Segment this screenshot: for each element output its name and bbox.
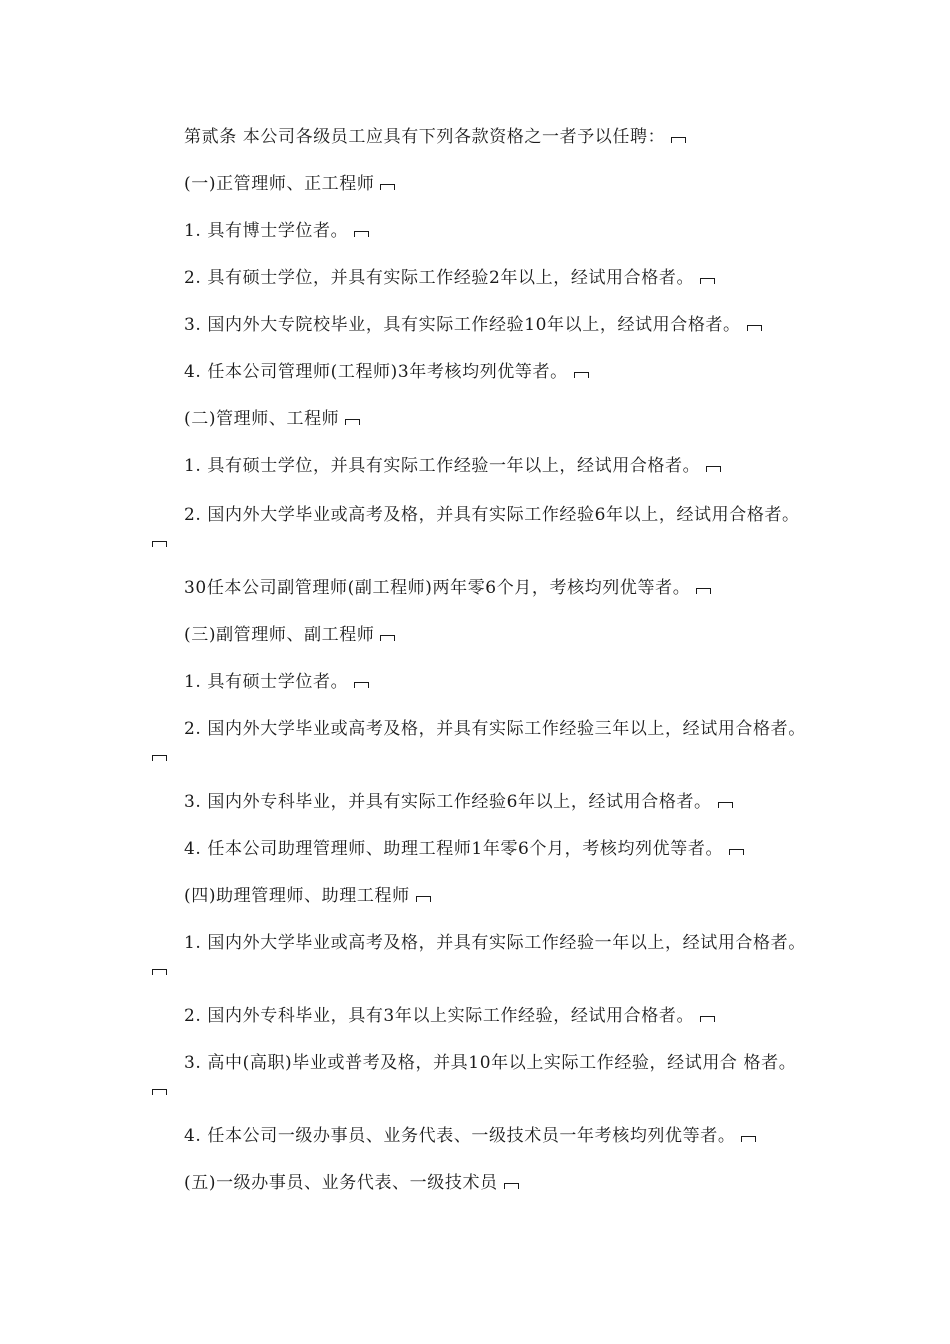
paragraph-text: 第贰条 本公司各级员工应具有下列各款资格之一者予以任聘： bbox=[184, 127, 666, 147]
article-heading bbox=[146, 124, 806, 150]
list-item bbox=[146, 218, 806, 244]
paragraph-mark-icon bbox=[354, 682, 369, 688]
paragraph-mark-icon bbox=[380, 635, 395, 641]
section-heading bbox=[146, 171, 806, 197]
paragraph-text: (二)管理师、工程师 bbox=[184, 409, 340, 429]
paragraph-text: 1. 具有硕士学位者。 bbox=[184, 672, 349, 692]
paragraph-text: 4. 任本公司管理师(工程师)3年考核均列优等者。 bbox=[184, 362, 568, 382]
paragraph-text: (五)一级办事员、业务代表、一级技术员 bbox=[184, 1173, 498, 1193]
paragraph-mark-icon bbox=[700, 1016, 715, 1022]
paragraph-mark-icon bbox=[729, 849, 744, 855]
paragraph-text: 2. 具有硕士学位，并具有实际工作经验2年以上，经试用合格者。 bbox=[184, 268, 695, 288]
paragraph-text: 2. 国内外大学毕业或高考及格，并具有实际工作经验6年以上，经试用合格者。 bbox=[184, 505, 800, 525]
paragraph-text: 2. 国内外专科毕业，具有3年以上实际工作经验，经试用合格者。 bbox=[184, 1006, 695, 1026]
paragraph-text: (三)副管理师、副工程师 bbox=[184, 625, 375, 645]
paragraph-text: 3. 国内外大专院校毕业，具有实际工作经验10年以上，经试用合格者。 bbox=[184, 315, 741, 335]
paragraph-mark-icon bbox=[416, 896, 431, 902]
paragraph-mark-icon bbox=[345, 419, 360, 425]
list-item bbox=[146, 1050, 806, 1102]
list-item bbox=[146, 1123, 806, 1149]
list-item bbox=[146, 575, 806, 601]
list-item bbox=[146, 312, 806, 338]
list-item bbox=[146, 930, 806, 982]
paragraph-mark-icon bbox=[747, 325, 762, 331]
paragraph-text: (一)正管理师、正工程师 bbox=[184, 174, 375, 194]
list-item bbox=[146, 359, 806, 385]
paragraph-mark-icon bbox=[152, 755, 167, 761]
paragraph-mark-icon bbox=[671, 137, 686, 143]
paragraph-mark-icon bbox=[706, 466, 721, 472]
paragraph-mark-icon bbox=[700, 278, 715, 284]
list-item bbox=[146, 669, 806, 695]
paragraph-text: 2. 国内外大学毕业或高考及格，并具有实际工作经验三年以上，经试用合格者。 bbox=[184, 719, 806, 739]
paragraph-text: 1. 具有硕士学位，并具有实际工作经验一年以上，经试用合格者。 bbox=[184, 456, 701, 476]
paragraph-mark-icon bbox=[741, 1136, 756, 1142]
paragraph-text: (四)助理管理师、助理工程师 bbox=[184, 886, 410, 906]
paragraph-mark-icon bbox=[354, 231, 369, 237]
section-heading bbox=[146, 622, 806, 648]
paragraph-text: 4. 任本公司一级办事员、业务代表、一级技术员一年考核均列优等者。 bbox=[184, 1126, 736, 1146]
paragraph-mark-icon bbox=[152, 969, 167, 975]
paragraph-text: 1. 国内外大学毕业或高考及格，并具有实际工作经验一年以上，经试用合格者。 bbox=[184, 933, 806, 953]
list-item bbox=[146, 836, 806, 862]
section-heading bbox=[146, 1170, 806, 1196]
list-item bbox=[146, 502, 806, 554]
list-item bbox=[146, 716, 806, 768]
list-item bbox=[146, 1003, 806, 1029]
paragraph-text: 1. 具有博士学位者。 bbox=[184, 221, 349, 241]
paragraph-mark-icon bbox=[152, 1089, 167, 1095]
paragraph-text: 4. 任本公司助理管理师、助理工程师1年零6个月，考核均列优等者。 bbox=[184, 839, 724, 859]
paragraph-mark-icon bbox=[696, 588, 711, 594]
paragraph-mark-icon bbox=[574, 372, 589, 378]
paragraph-mark-icon bbox=[152, 541, 167, 547]
list-item bbox=[146, 265, 806, 291]
list-item bbox=[146, 789, 806, 815]
section-heading bbox=[146, 883, 806, 909]
paragraph-mark-icon bbox=[504, 1183, 519, 1189]
paragraph-mark-icon bbox=[380, 184, 395, 190]
paragraph-text: 3. 国内外专科毕业，并具有实际工作经验6年以上，经试用合格者。 bbox=[184, 792, 712, 812]
paragraph-mark-icon bbox=[718, 802, 733, 808]
paragraph-text: 3. 高中(高职)毕业或普考及格，并具10年以上实际工作经验，经试用合 格者。 bbox=[184, 1053, 797, 1073]
list-item bbox=[146, 453, 806, 479]
section-heading bbox=[146, 406, 806, 432]
paragraph-text: 30任本公司副管理师(副工程师)两年零6个月，考核均列优等者。 bbox=[184, 578, 691, 598]
